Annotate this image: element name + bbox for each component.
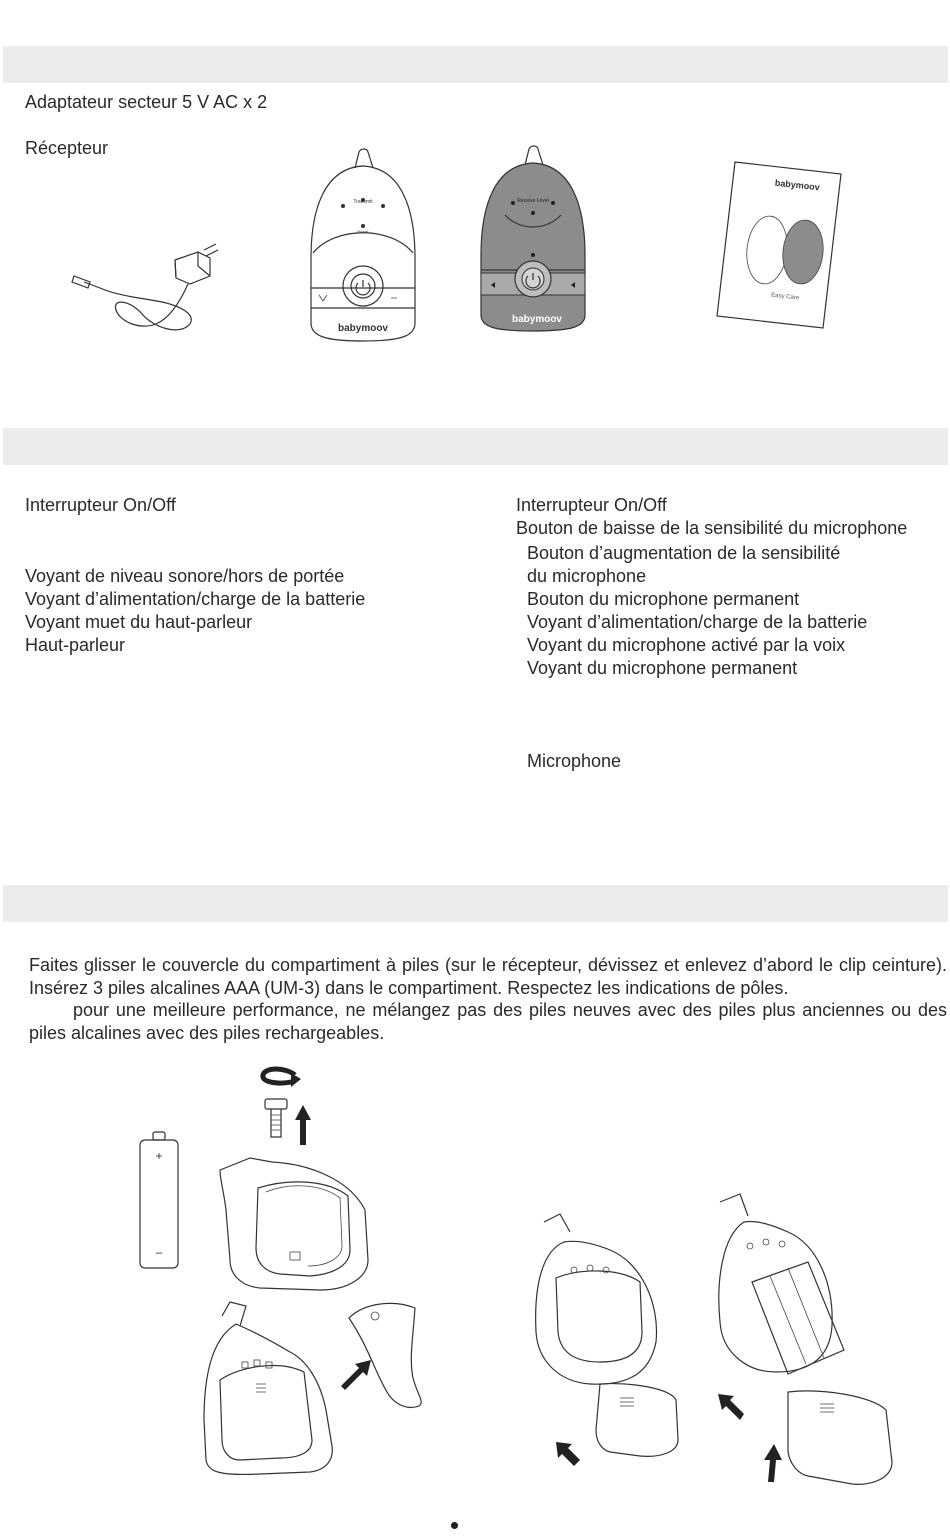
section-header-description bbox=[3, 428, 948, 465]
right-item-1: Interrupteur On/Off bbox=[516, 495, 667, 515]
battery-plus: + bbox=[155, 1149, 163, 1163]
transmitter-open-illustration bbox=[530, 1212, 680, 1462]
receiver-label: Récepteur bbox=[25, 138, 109, 158]
receiver-open-back-illustration bbox=[200, 1300, 340, 1480]
arrow-icon bbox=[341, 1360, 371, 1390]
battery-note-text: pour une meilleure performance, ne mélangez pas des piles neuves avec des piles plus anciennes ou des piles alcalines avec des piles rechargeables. bbox=[29, 1000, 947, 1043]
right-item-6: Voyant du microphone activé par la voix bbox=[527, 635, 846, 655]
aaa-battery-illustration bbox=[138, 1130, 180, 1270]
arrow-icon bbox=[295, 1105, 311, 1145]
right-item-2: Bouton de baisse de la sensibilité du microphone bbox=[516, 518, 908, 538]
transmit-label: Transmit bbox=[353, 199, 373, 205]
left-item-2: Voyant de niveau sonore/hors de portée bbox=[25, 566, 345, 586]
manual-brand: babymoov bbox=[774, 177, 821, 193]
power-adapter-illustration bbox=[70, 232, 230, 342]
right-item-3: Bouton d’augmentation de la sensibilité bbox=[527, 543, 841, 563]
page-bullet bbox=[451, 1522, 458, 1529]
battery-minus: – bbox=[155, 1245, 163, 1259]
transmitter-illustration bbox=[305, 148, 421, 343]
left-item-4: Voyant muet du haut-parleur bbox=[25, 612, 253, 632]
transmitter-batteries-illustration bbox=[712, 1192, 907, 1492]
section-header-installation bbox=[3, 885, 948, 922]
manual-booklet-illustration bbox=[715, 160, 843, 330]
receive-level-label: Receive Level bbox=[517, 198, 549, 204]
arrow-icon bbox=[718, 1394, 744, 1420]
right-item-5: Voyant d’alimentation/charge de la batterie bbox=[527, 612, 868, 632]
right-item-3b: du microphone bbox=[527, 566, 647, 586]
arrow-icon bbox=[556, 1442, 580, 1466]
brand-logo: babymoov bbox=[337, 323, 389, 334]
receiver-illustration bbox=[475, 145, 591, 333]
left-item-1: Interrupteur On/Off bbox=[25, 495, 176, 515]
battery-instructions: Faites glisser le couvercle du compartiment à piles (sur le récepteur, dévissez et enlevez d’abord le clip ceinture). Insérez 3 piles alcalines AAA (UM-3) dans le compartiment. Respectez les indications de pôles. bbox=[29, 955, 947, 998]
right-item-8: Microphone bbox=[527, 751, 622, 771]
left-item-5: Haut-parleur bbox=[25, 635, 126, 655]
right-item-4: Bouton du microphone permanent bbox=[527, 589, 800, 609]
brand-logo-receiver: babymoov bbox=[511, 314, 563, 325]
power-label: Power bbox=[357, 229, 369, 234]
belt-clip-illustration bbox=[335, 1298, 435, 1410]
arrow-icon bbox=[764, 1444, 782, 1482]
unscrew-illustration bbox=[255, 1065, 325, 1155]
manual-title: Easy Care bbox=[770, 292, 800, 302]
rotate-arrow-icon bbox=[263, 1069, 295, 1083]
battery-note bbox=[29, 999, 947, 1044]
adapter-label: Adaptateur secteur 5 V AC x 2 bbox=[25, 92, 268, 112]
left-item-3: Voyant d’alimentation/charge de la batterie bbox=[25, 589, 366, 609]
section-header-contents bbox=[3, 46, 948, 83]
right-item-7: Voyant du microphone permanent bbox=[527, 658, 798, 678]
receiver-back-illustration bbox=[210, 1150, 380, 1295]
